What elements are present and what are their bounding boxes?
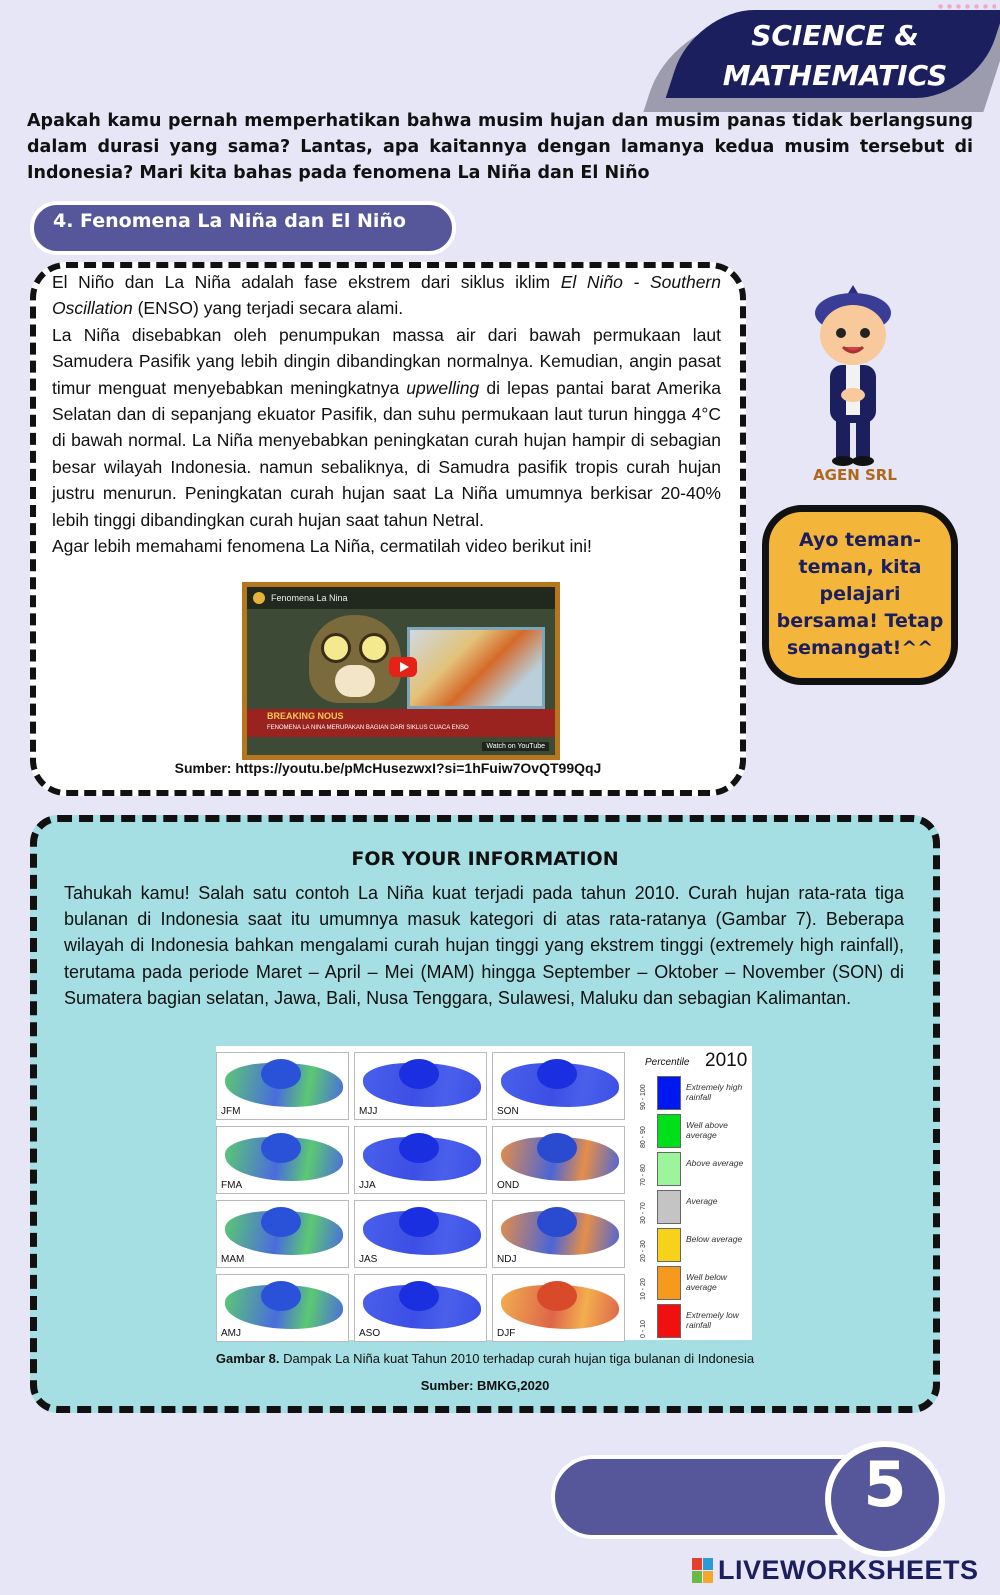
video-player[interactable] (242, 582, 560, 760)
logo-square (692, 1558, 702, 1570)
text-run: El Niño dan La Niña adalah fase ekstrem dari siklus iklim (52, 272, 561, 292)
legend-label: Below average (686, 1234, 743, 1244)
season-label: SON (497, 1106, 519, 1117)
legend-swatch (657, 1228, 681, 1262)
video-title[interactable]: Fenomena La Nina (247, 587, 555, 609)
legend-label: Extremely low rainfall (686, 1310, 739, 1330)
map-island (261, 1281, 301, 1311)
speech-bubble-text: Ayo teman-teman, kita pelajari bersama! Tetap semangat!^^ (776, 529, 944, 659)
logo-square (692, 1571, 702, 1583)
legend-range: 10 - 20 (640, 1278, 647, 1300)
season-label: NDJ (497, 1254, 517, 1265)
figure-source: Sumber: BMKG,2020 (420, 1378, 550, 1393)
legend-swatch (657, 1266, 681, 1300)
season-map-son (492, 1052, 625, 1120)
info-title: FOR YOUR INFORMATION (351, 848, 619, 870)
paragraph-video-prompt: Agar lebih memahami fenomena La Niña, cermatilah video berikut ini! (52, 536, 592, 557)
paragraph-la-nina (52, 322, 721, 533)
owl-character (309, 615, 401, 703)
watch-on-youtube-link[interactable]: Watch on YouTube (482, 742, 549, 751)
info-text: Tahukah kamu! Salah satu contoh La Niña kuat terjadi pada tahun 2010. Curah hujan rata-rata tiga bulanan di Indonesia saat itu umumnya masuk kategori di atas rata-ratanya (Gambar 7). Beberapa wilayah di Indonesia bahkan mengalami curah hujan tinggi yang ekstrem tinggi (extremely high rainfall), terutama pada periode Maret – April – Mei (MAM) hingga September – Oktober – November (SON) di Sumatera bagian selatan, Jawa, Bali, Nusa Tenggara, Sulawesi, Maluku dan sebagian Kalimantan. (64, 883, 904, 1008)
legend-range: 70 - 80 (640, 1164, 647, 1186)
caption-text: Dampak La Niña kuat Tahun 2010 terhadap curah hujan tiga bulanan di Indonesia (279, 1351, 755, 1366)
liveworksheets-brand[interactable]: LIVEWORKSHEETS (718, 1555, 979, 1585)
map-island (261, 1059, 301, 1089)
legend-swatch (657, 1076, 681, 1110)
agent-label: AGEN SRL (813, 466, 897, 484)
legend-range: 80 - 90 (640, 1126, 647, 1148)
map-island (537, 1059, 577, 1089)
legend-range: 30 - 70 (640, 1202, 647, 1224)
season-label: ASO (359, 1328, 381, 1339)
legend-range: 0 - 10 (640, 1320, 647, 1338)
legend-title: Percentile (645, 1057, 690, 1068)
map-island (537, 1133, 577, 1163)
intro-paragraph: Apakah kamu pernah memperhatikan bahwa musim hujan dan musim panas tidak berlangsung dalam durasi yang sama? Lantas, apa kaitannya dengan lamanya kedua musim tersebut di Indonesia? Mari kita bahas pada fenomena La Niña dan El Niño (27, 111, 973, 183)
legend-label: Above average (686, 1158, 744, 1168)
legend-year: 2010 (705, 1050, 748, 1071)
season-map-ond (492, 1126, 625, 1194)
logo-square (703, 1558, 713, 1570)
map-island (399, 1281, 439, 1311)
owl-face (335, 665, 375, 697)
text-italic: El Niño - Southern Oscillation (52, 272, 721, 319)
video-source: Sumber: https://youtu.be/pMcHusezwxI?si=1hFuiw7OvQT99QqJ (174, 760, 602, 776)
season-label: JAS (359, 1254, 378, 1265)
owl-eye (359, 633, 389, 663)
section-title: 4. Fenomena La Niña dan El Niño (53, 210, 406, 232)
map-island (399, 1133, 439, 1163)
caption-label: Gambar 8. (215, 1351, 280, 1366)
legend-range: 20 - 30 (640, 1240, 647, 1262)
subject-line-1: SCIENCE & (751, 19, 919, 52)
liveworksheets-logo-icon[interactable] (692, 1558, 714, 1584)
season-map-jas (354, 1200, 487, 1268)
season-map-jfm (216, 1052, 349, 1120)
season-map-djf (492, 1274, 625, 1342)
owl-eye (321, 633, 351, 663)
map-island (537, 1281, 577, 1311)
figure-caption (30, 1351, 940, 1366)
season-label: AMJ (221, 1328, 241, 1339)
season-label: FMA (221, 1180, 243, 1191)
season-label: MAM (221, 1254, 245, 1265)
news-subtitle: FENOMENA LA NINA MERUPAKAN BAGIAN DARI SIKLUS CUACA ENSO (267, 725, 469, 731)
season-map-mam (216, 1200, 349, 1268)
channel-avatar-icon[interactable] (253, 592, 265, 604)
map-island (399, 1059, 439, 1089)
page-number: 5 (863, 1448, 907, 1521)
text-run: di lepas pantai barat Amerika Selatan dan di sepanjang ekuator Pasifik, dan suhu permukaan laut turun hingga 4°C di bawah normal. La Niña menyebabkan peningkatan curah hujan hampir di sebagian besar wilayah Indonesia. namun sebaliknya, di Samudra pasifik tropis curah hujan justru menurun. Peningkatan curah hujan saat La Niña umumnya berkisar 20-40% lebih tinggi dibandingkan curah hujan saat tahun Netral. (52, 377, 721, 530)
season-label: JFM (221, 1106, 241, 1117)
season-map-fma (216, 1126, 349, 1194)
news-title: BREAKING NOUS (267, 711, 344, 721)
season-map-ndj (492, 1200, 625, 1268)
legend-label: Well below average (686, 1272, 727, 1292)
legend-swatch (657, 1152, 681, 1186)
subject-title (700, 16, 970, 96)
season-map-jja (354, 1126, 487, 1194)
legend-label: Well above average (686, 1120, 728, 1140)
legend-label: Average (686, 1196, 718, 1206)
text-run: (ENSO) yang terjadi secara alami. (132, 298, 404, 319)
map-island (261, 1133, 301, 1163)
main-text (52, 269, 721, 559)
season-label: MJJ (359, 1106, 378, 1117)
map-island (261, 1207, 301, 1237)
agent-character-illustration (808, 283, 898, 468)
play-icon[interactable] (389, 657, 417, 677)
season-label: JJA (359, 1180, 376, 1191)
text-italic: upwelling (406, 377, 480, 398)
legend-range: 90 - 100 (640, 1084, 647, 1110)
logo-square (703, 1571, 713, 1583)
paragraph-enso (52, 269, 721, 322)
video-map-thumbnail (407, 627, 545, 709)
legend-swatch (657, 1304, 681, 1338)
legend-label: Extremely high rainfall (686, 1082, 743, 1102)
legend-swatch (657, 1114, 681, 1148)
season-label: OND (497, 1180, 520, 1191)
subject-line-2: MATHEMATICS (722, 59, 948, 92)
season-map-aso (354, 1274, 487, 1342)
legend-swatch (657, 1190, 681, 1224)
season-map-mjj (354, 1052, 487, 1120)
map-island (399, 1207, 439, 1237)
text-run: La Niña disebabkan oleh penumpukan massa air dari bawah permukaan laut Samudera Pasifik yang lebih dingin dibandingkan normalnya. Kemudian, angin pasat timur menguat menyebabkan meningkatnya (52, 324, 721, 398)
map-island (537, 1207, 577, 1237)
season-map-amj (216, 1274, 349, 1342)
season-label: DJF (497, 1328, 516, 1339)
